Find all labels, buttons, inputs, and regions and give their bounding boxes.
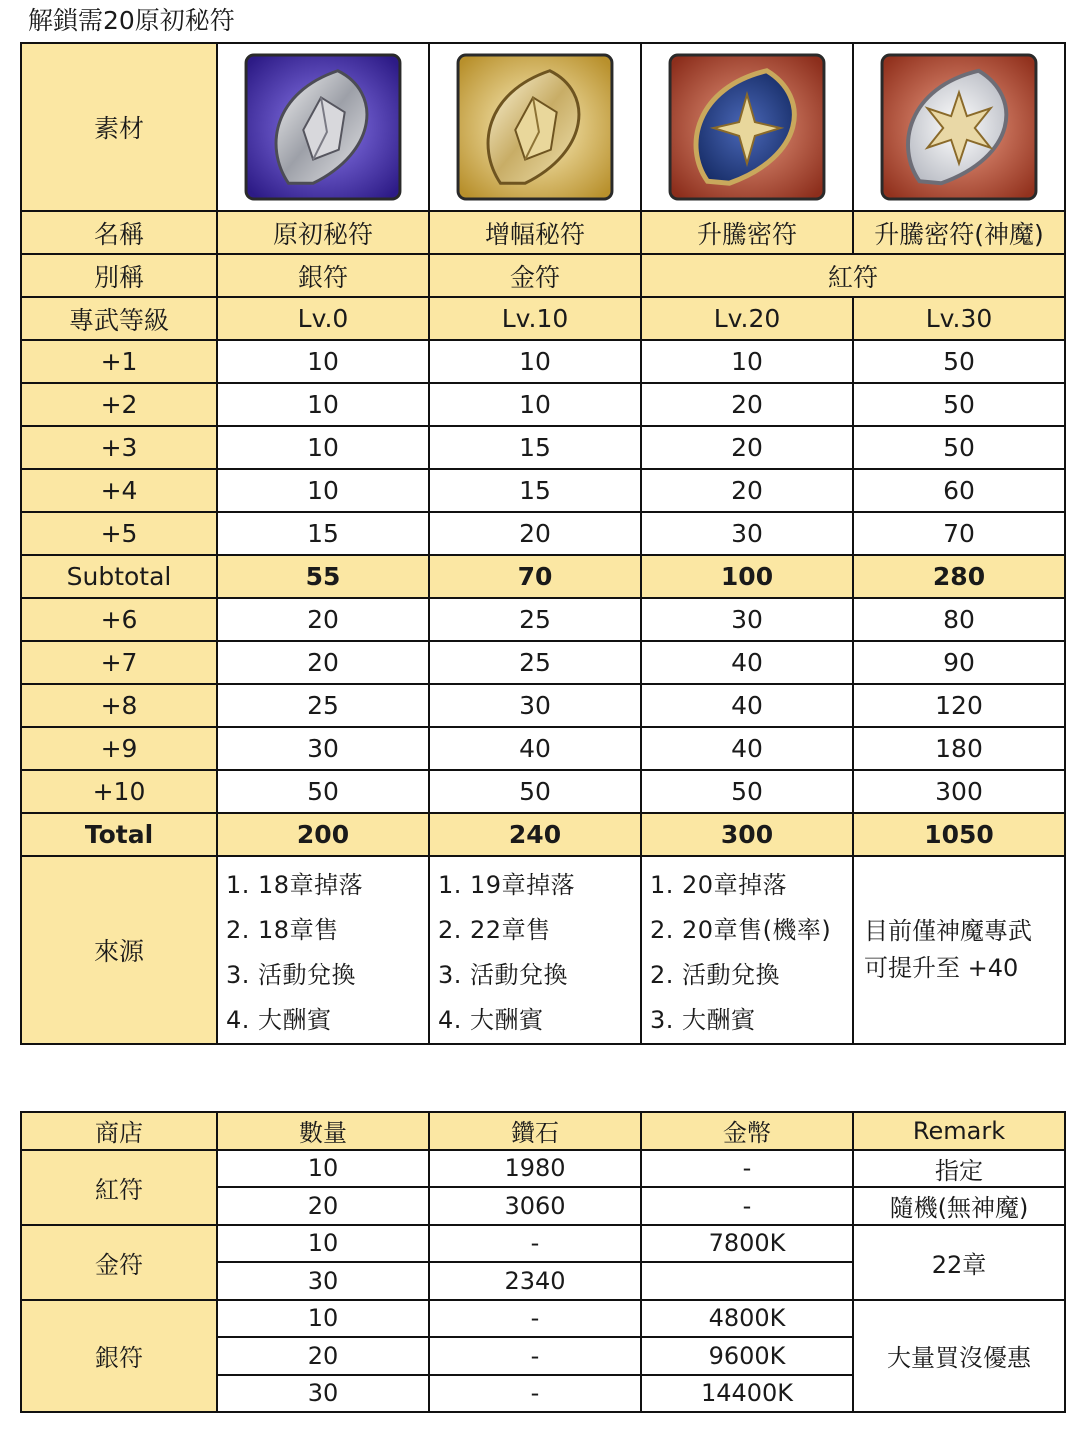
table-row xyxy=(21,426,1065,469)
table-cell: 50 xyxy=(217,770,429,813)
row-label: +2 xyxy=(21,383,217,426)
subtotal-cell: 100 xyxy=(641,555,853,598)
row-label: +1 xyxy=(21,340,217,383)
source-item: 3. 活動兌換 xyxy=(226,961,357,989)
table-row xyxy=(21,598,1065,641)
material-cell xyxy=(853,43,1065,211)
row-label: +10 xyxy=(21,770,217,813)
table-cell: 10 xyxy=(217,1300,429,1338)
table-cell: 15 xyxy=(429,469,641,512)
table-row xyxy=(21,770,1065,813)
table-cell: 300 xyxy=(853,770,1065,813)
table-cell: - xyxy=(429,1225,641,1263)
weapon-level: Lv.10 xyxy=(429,297,641,340)
table-cell: 50 xyxy=(853,383,1065,426)
table-cell: 50 xyxy=(429,770,641,813)
subtotal-cell: 70 xyxy=(429,555,641,598)
source-list xyxy=(429,856,641,1044)
table-cell: 10 xyxy=(429,340,641,383)
row-label-name: 名稱 xyxy=(21,211,217,254)
table-cell: 30 xyxy=(217,727,429,770)
table-cell: 20 xyxy=(641,469,853,512)
table-cell: 20 xyxy=(641,383,853,426)
weapon-level: Lv.30 xyxy=(853,297,1065,340)
table-cell: 20 xyxy=(217,1337,429,1375)
table-row xyxy=(21,727,1065,770)
col-header-quantity: 數量 xyxy=(217,1112,429,1150)
table-cell: 15 xyxy=(429,426,641,469)
row-label: +6 xyxy=(21,598,217,641)
table-cell: 30 xyxy=(429,684,641,727)
row-label-weapon-level: 專武等級 xyxy=(21,297,217,340)
table-row xyxy=(21,383,1065,426)
material-alias: 紅符 xyxy=(641,254,1065,297)
shop-group-red: 紅符 xyxy=(21,1150,217,1225)
material-cell xyxy=(429,43,641,211)
table-cell: 50 xyxy=(641,770,853,813)
source-list xyxy=(217,856,429,1044)
total-cell: 240 xyxy=(429,813,641,856)
table-row xyxy=(21,469,1065,512)
col-header-gold: 金幣 xyxy=(641,1112,853,1150)
table-cell: 20 xyxy=(429,512,641,555)
table-cell: 120 xyxy=(853,684,1065,727)
source-item: 1. 20章掉落 xyxy=(650,871,788,899)
subtotal-cell: 55 xyxy=(217,555,429,598)
table-cell: 20 xyxy=(217,598,429,641)
table-cell: 50 xyxy=(853,426,1065,469)
table-cell: 20 xyxy=(641,426,853,469)
table-cell: 隨機(無神魔) xyxy=(853,1187,1065,1225)
source-item: 3. 大酬賓 xyxy=(650,1006,756,1034)
total-cell: 1050 xyxy=(853,813,1065,856)
table-cell: 40 xyxy=(641,641,853,684)
col-header-shop: 商店 xyxy=(21,1112,217,1150)
table-cell: - xyxy=(641,1150,853,1188)
table-cell: 50 xyxy=(853,340,1065,383)
source-item: 1. 18章掉落 xyxy=(226,871,364,899)
table-cell: 25 xyxy=(429,598,641,641)
material-name: 升騰密符(神魔) xyxy=(853,211,1065,254)
source-note-line: 目前僅神魔專武 xyxy=(864,917,1032,945)
red-star-rune-icon xyxy=(668,53,826,201)
row-label-material: 素材 xyxy=(21,43,217,211)
row-label: Subtotal xyxy=(21,555,217,598)
table-cell: 20 xyxy=(217,1187,429,1225)
silver-rune-icon xyxy=(244,53,402,201)
table-cell: 40 xyxy=(641,727,853,770)
table-cell: - xyxy=(429,1300,641,1338)
source-note-line: 可提升至 +40 xyxy=(864,954,1019,982)
shop-group-silver: 銀符 xyxy=(21,1300,217,1413)
gold-rune-icon xyxy=(456,53,614,201)
table-cell: 20 xyxy=(217,641,429,684)
table-row xyxy=(21,1225,1065,1263)
row-label: Total xyxy=(21,813,217,856)
weapon-level: Lv.20 xyxy=(641,297,853,340)
material-name: 原初秘符 xyxy=(217,211,429,254)
table-cell: 7800K xyxy=(641,1225,853,1263)
upgrade-materials-table xyxy=(20,42,1066,1045)
col-header-remark: Remark xyxy=(853,1112,1065,1150)
row-label-source: 來源 xyxy=(21,856,217,1044)
table-cell: 80 xyxy=(853,598,1065,641)
table-cell: 10 xyxy=(429,383,641,426)
table-cell: 指定 xyxy=(853,1150,1065,1188)
table-cell: 10 xyxy=(217,340,429,383)
total-row xyxy=(21,813,1065,856)
row-label: +7 xyxy=(21,641,217,684)
table-cell: 大量買沒優惠 xyxy=(853,1300,1065,1413)
table-cell: 10 xyxy=(217,426,429,469)
table-cell: 1980 xyxy=(429,1150,641,1188)
row-label: +5 xyxy=(21,512,217,555)
row-label: +3 xyxy=(21,426,217,469)
source-item: 2. 活動兌換 xyxy=(650,961,781,989)
table-cell: 10 xyxy=(217,469,429,512)
total-cell: 200 xyxy=(217,813,429,856)
material-alias: 銀符 xyxy=(217,254,429,297)
table-cell: 22章 xyxy=(853,1225,1065,1300)
shop-group-gold: 金符 xyxy=(21,1225,217,1300)
table-row xyxy=(21,1300,1065,1338)
material-cell xyxy=(641,43,853,211)
shop-table xyxy=(20,1111,1066,1413)
table-cell: 40 xyxy=(641,684,853,727)
row-label-alias: 別稱 xyxy=(21,254,217,297)
table-cell: 90 xyxy=(853,641,1065,684)
table-cell: 14400K xyxy=(641,1375,853,1413)
table-cell: 30 xyxy=(217,1375,429,1413)
material-alias: 金符 xyxy=(429,254,641,297)
source-item: 3. 活動兌換 xyxy=(438,961,569,989)
table-cell: 10 xyxy=(217,1225,429,1263)
table-row xyxy=(21,340,1065,383)
col-header-diamond: 鑽石 xyxy=(429,1112,641,1150)
material-cell xyxy=(217,43,429,211)
table-cell: 10 xyxy=(641,340,853,383)
table-cell: 30 xyxy=(641,512,853,555)
material-name: 升騰密符 xyxy=(641,211,853,254)
table-cell: 180 xyxy=(853,727,1065,770)
row-label: +8 xyxy=(21,684,217,727)
material-name: 增幅秘符 xyxy=(429,211,641,254)
row-label: +4 xyxy=(21,469,217,512)
source-item: 1. 19章掉落 xyxy=(438,871,576,899)
table-cell: 9600K xyxy=(641,1337,853,1375)
table-row xyxy=(21,641,1065,684)
source-list xyxy=(641,856,853,1044)
table-cell: 60 xyxy=(853,469,1065,512)
source-note xyxy=(853,856,1065,1044)
demon-star-rune-icon xyxy=(880,53,1038,201)
table-cell: - xyxy=(429,1337,641,1375)
table-cell: 3060 xyxy=(429,1187,641,1225)
table-row xyxy=(21,512,1065,555)
table-cell: 25 xyxy=(429,641,641,684)
page-title: 解鎖需20原初秘符 xyxy=(28,6,235,35)
subtotal-row xyxy=(21,555,1065,598)
table-cell: 15 xyxy=(217,512,429,555)
table-cell: 70 xyxy=(853,512,1065,555)
table-row xyxy=(21,1150,1065,1188)
table-cell: 10 xyxy=(217,383,429,426)
subtotal-cell: 280 xyxy=(853,555,1065,598)
weapon-level: Lv.0 xyxy=(217,297,429,340)
table-cell: 2340 xyxy=(429,1262,641,1300)
table-row xyxy=(21,684,1065,727)
total-cell: 300 xyxy=(641,813,853,856)
table-cell: - xyxy=(641,1187,853,1225)
source-item: 4. 大酬賓 xyxy=(438,1006,544,1034)
row-label: +9 xyxy=(21,727,217,770)
source-item: 2. 20章售(機率) xyxy=(650,916,832,944)
table-cell: 4800K xyxy=(641,1300,853,1338)
table-cell: 40 xyxy=(429,727,641,770)
table-cell xyxy=(641,1262,853,1300)
table-cell: 30 xyxy=(217,1262,429,1300)
source-item: 2. 18章售 xyxy=(226,916,339,944)
table-cell: 10 xyxy=(217,1150,429,1188)
source-item: 2. 22章售 xyxy=(438,916,551,944)
table-cell: 30 xyxy=(641,598,853,641)
table-cell: 25 xyxy=(217,684,429,727)
table-cell: - xyxy=(429,1375,641,1413)
source-item: 4. 大酬賓 xyxy=(226,1006,332,1034)
